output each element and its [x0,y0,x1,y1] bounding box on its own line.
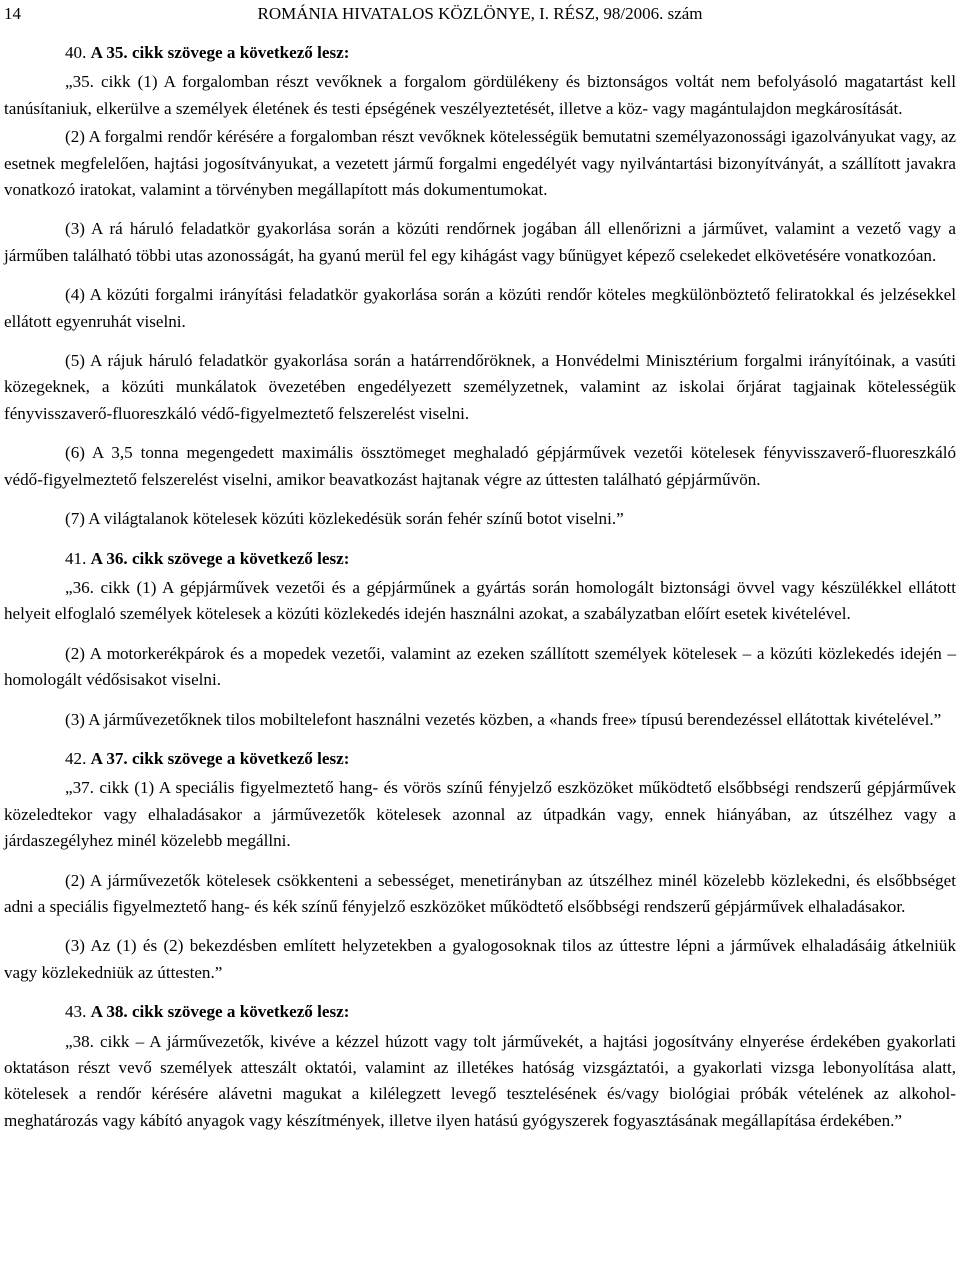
article-paragraph: (5) A rájuk háruló feladatkör gyakorlása során a határrendőröknek, a Honvédelmi Minisztérium forgalmi irányítóinak, a vasúti közegeknek, a közúti munkálatok övezetében engedélyezett személyzetnek, valamint az iskolai őrjárat tagjainak kötelességük fényvisszaverő-fluoreszkáló védő-figyelmeztető felszerelést viselni. [4,351,956,423]
section-title: A 37. cikk szövege a következő lesz: [90,748,350,768]
article-paragraph: (3) A járművezetőknek tilos mobiltelefont használni vezetés közben, a «hands free» típusú berendezéssel ellátottak kivételével.” [65,709,942,729]
section-title: A 38. cikk szövege a következő lesz: [90,1002,350,1022]
section-heading [4,40,956,66]
article-paragraph: „37. cikk (1) A speciális figyelmeztető hang- és vörös színű fényjelző eszközöket működtető elsőbbségi rendszerű gépjárművek közeledtekor vagy elhaladásakor a járművezetők kötelesek azonnal az útpadkán vagy, ennek hiányában, az útszélhez vagy a járdaszegélyhez minél közelebb megállni. [4,778,956,851]
article-paragraph: (2) A motorkerékpárok és a mopedek vezetői, valamint az ezeken szállított személyek kötelesek – a közúti közlekedés idején – homologált védősisakot viselni. [4,643,956,690]
article-paragraph: (3) Az (1) és (2) bekezdésben említett helyzetekben a gyalogosoknak tilos az úttestre lépni a járművek elhaladásáig átkelniük vagy közlekedniük az úttesten.” [4,936,956,982]
section-heading [4,999,956,1025]
article-paragraph: (4) A közúti forgalmi irányítási feladatkör gyakorlása során a közúti rendőr köteles megkülönböztető feliratokkal és jelzésekkel ellátott egyenruhát viselni. [4,285,956,331]
section-number: 40. [65,43,87,62]
article-paragraph: „38. cikk – A járművezetők, kivéve a kézzel húzott vagy tolt járművekét, a hajtási jogosítvány elnyerése érdekében gyakorlati oktatáson részt vevő személyek atteszált oktatói, valamint az illetékes hatóság vizsgáztatói, a gyakorlati vizsga lebonyolítása alatt, kötelesek a rendőr kérésére alávetni magukat a kilélegzett levegő tesztelésének és/vagy biológiai próbák vételének az alkohol-meghatározás vagy kábító anyagok vagy készítmények, illetve ilyen hatású gyógyszerek fogyasztásának megállapítása érdekében.” [4,1031,956,1130]
section-heading [4,746,956,772]
article-paragraph: (6) A 3,5 tonna megengedett maximális össztömeget meghaladó gépjárművek vezetői kötelesek fényvisszaverő-fluoreszkáló védő-figyelmeztető felszerelést viselni, amikor beavatkozást hajtanak végre az úttesten található gépjárművön. [4,443,956,489]
section-number: 41. [65,548,87,568]
section-number: 43. [65,1002,87,1022]
article-paragraph: (2) A forgalmi rendőr kérésére a forgalomban részt vevőknek kötelességük bemutatni személyazonossági igazolványukat vagy, az esetnek megfelelően, hajtási jogosítványukat, a vezetett jármű forgalmi engedélyét vagy nyilvántartási bizonyítványát, a szállított javakra vonatkozó iratokat, valamint a törvényben megállapított más dokumentumokat. [4,127,956,200]
article-paragraph: (3) A rá háruló feladatkör gyakorlása során a közúti rendőrnek jogában áll ellenőrizni a járművet, valamint a vezető vagy a járműben található többi utas azonosságát, ha gyanú merül fel egy kihágást vagy bűnügyet képező cselekedet elkövetésére vonatkozóan. [4,219,956,265]
section-title: A 36. cikk szövege a következő lesz: [90,548,350,568]
running-title: ROMÁNIA HIVATALOS KÖZLÖNYE, I. RÉSZ, 98/2006. szám [257,4,703,23]
article-paragraph: „36. cikk (1) A gépjárművek vezetői és a gépjárműnek a gyártás során homologált biztonsági övvel vagy készülékkel ellátott helyeit elfoglaló személyek kötelesek a közúti közlekedés idején használni azokat, a szabályzatban előírt esetek kivételével. [4,577,956,624]
article-paragraph: „35. cikk (1) A forgalomban részt vevőknek a forgalom gördülékeny és biztonságos voltát nem befolyásoló magatartást kell tanúsítaniuk, elkerülve a személyek életének és testi épségének veszélyeztetését, illetve a köz- vagy magántulajdon megkárosítását. [4,72,956,118]
section-heading [4,546,956,572]
page-number: 14 [4,4,21,23]
article-paragraph: (7) A világtalanok kötelesek közúti közlekedésük során fehér színű botot viselni.” [65,509,624,529]
article-paragraph: (2) A járművezetők kötelesek csökkenteni a sebességet, menetirányban az útszélhez minél közelebb közlekedni, és elsőbbséget adni a speciális figyelmeztető hang- és kék színű fényjelző eszközöket működtető elsőbbségi rendszerű gépjárművek elhaladásakor. [4,870,956,916]
section-number: 42. [65,748,87,768]
document-body [4,40,956,1147]
section-title: A 35. cikk szövege a következő lesz: [90,43,350,62]
